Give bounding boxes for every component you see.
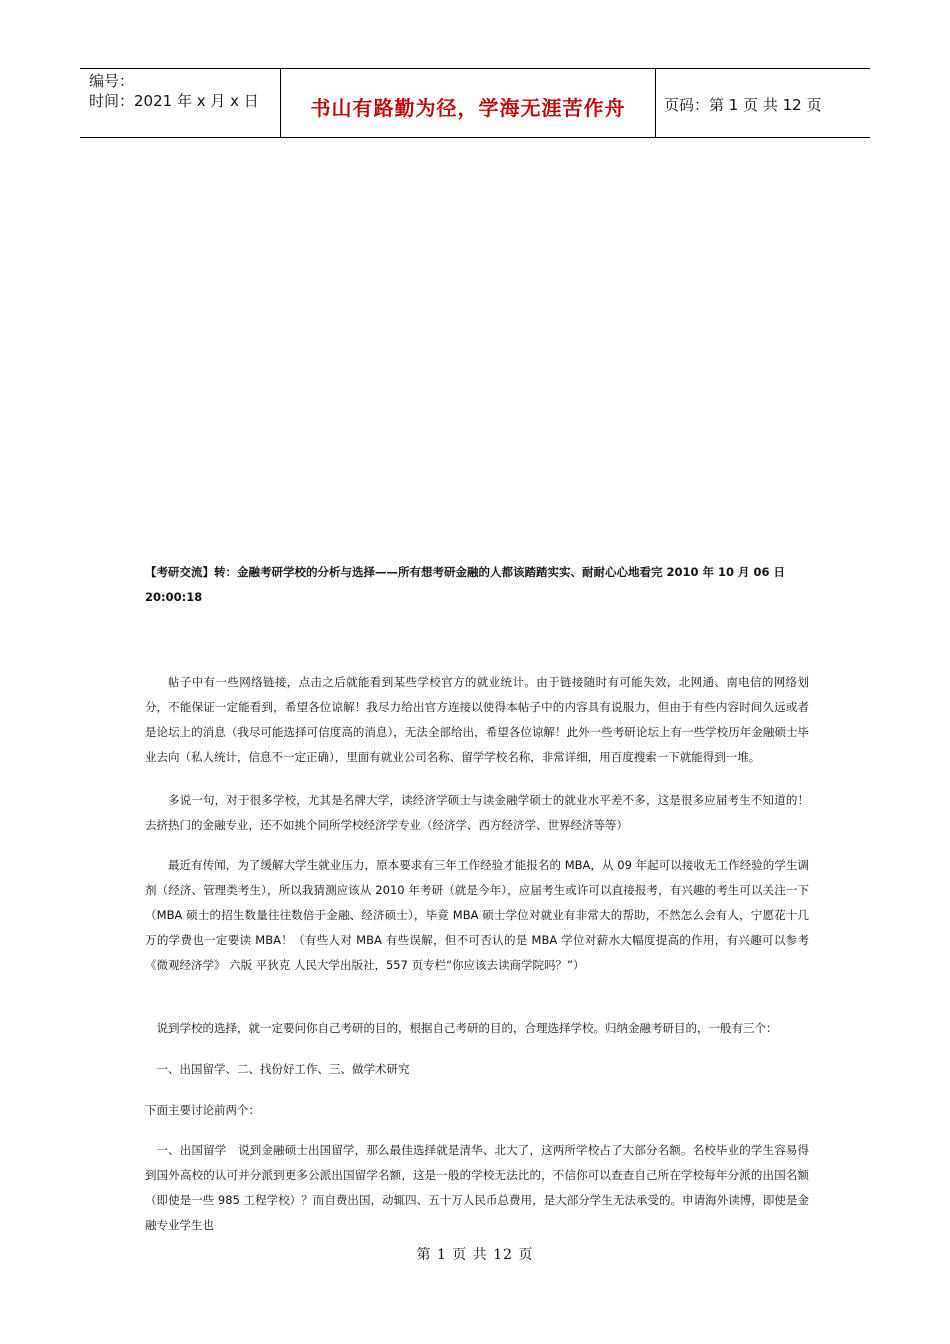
paragraph-school-choice: 说到学校的选择，就一定要问你自己考研的目的，根据自己考研的目的，合理选择学校。归纳金融考研目的，一般有三个：: [156, 1021, 778, 1035]
header-page-code: 页码：第 1 页 共 12 页: [664, 96, 822, 114]
page-header: [80, 68, 870, 138]
header-motto: 书山有路勤为径，学海无涯苦作舟: [310, 96, 626, 120]
paragraph-discussion-intro: 下面主要讨论前两个：: [145, 1103, 260, 1117]
header-right-cell: [656, 69, 870, 137]
paragraph-economics-note: 多说一句，对于很多学校，尤其是名牌大学，读经济学硕士与读金融学硕士的就业水平差不多，这是很多应届考生不知道的！去挤热门的金融专业，还不如挑个同所学校经济学专业（经济学、西方经济学、世界经济等等）: [145, 793, 809, 832]
serial-number-label: 编号：: [89, 72, 135, 90]
paragraph-study-abroad: 一、出国留学 说到金融硕士出国留学，那么最佳选择就是清华、北大了，这两所学校占了大部分名额。名校毕业的学生容易得到国外高校的认可并分派到更多公派出国留学名额，这是一般的学校无法比的，不信你可以查查自己所在学校每年分派的出国名额（即使是一些 985 工程学校）？而自费出国，动辄四、五十万人民币总费用，是大部分学生无法承受的。申请海外读博，即使是金融专业学生也: [145, 1143, 809, 1232]
header-left-cell: [80, 69, 281, 137]
date-label: 时间：2021 年 x 月 x 日: [89, 92, 259, 110]
paragraph-three-goals: 一、出国留学、二、找份好工作、三、做学术研究: [156, 1062, 410, 1076]
paragraph-mba-rumor: 最近有传闻，为了缓解大学生就业压力，原本要求有三年工作经验才能报名的 MBA，从 09 年起可以接收无工作经验的学生调剂（经济、管理类考生），所以我猜测应该从 2010 年考研（就是今年），应届考生或许可以直接报考，有兴趣的考生可以关注一下（MBA 硕士的招生数量往往数倍于金融、经济硕士），毕竟 MBA 硕士学位对就业有非常大的帮助，不然怎么会有人，宁愿花十几万的学费也一定要读 MBA！（有些人对 MBA 有些误解，但不可否认的是 MBA 学位对薪水大幅度提高的作用，有兴趣可以参考《微观经济学》 六版 平狄克 人民大学出版社，557 页专栏“你应该去读商学院吗？”）: [145, 858, 809, 972]
paragraph-links-note: 帖子中有一些网络链接，点击之后就能看到某些学校官方的就业统计。由于链接随时有可能失效，北网通、南电信的网络划分，不能保证一定能看到，希望各位谅解！我尽力给出官方连接以使得本帖子中的内容具有说服力，但由于有些内容时间久远或者是论坛上的消息（我尽可能选择可信度高的消息），无法全部给出，希望各位谅解！此外一些考研论坛上有一些学校历年金融硕士毕业去向（私人统计，信息不一定正确），里面有就业公司名称、留学学校名称，非常详细，用百度搜索一下就能得到一堆。: [145, 675, 809, 764]
article-title: 【考研交流】转：金融考研学校的分析与选择——所有想考研金融的人都该踏踏实实、耐耐心心地看完 2010 年 10 月 06 日 20:00:18: [145, 565, 786, 604]
page-footer: 第 1 页 共 12 页: [416, 1247, 534, 1263]
header-motto-cell: [281, 69, 656, 137]
